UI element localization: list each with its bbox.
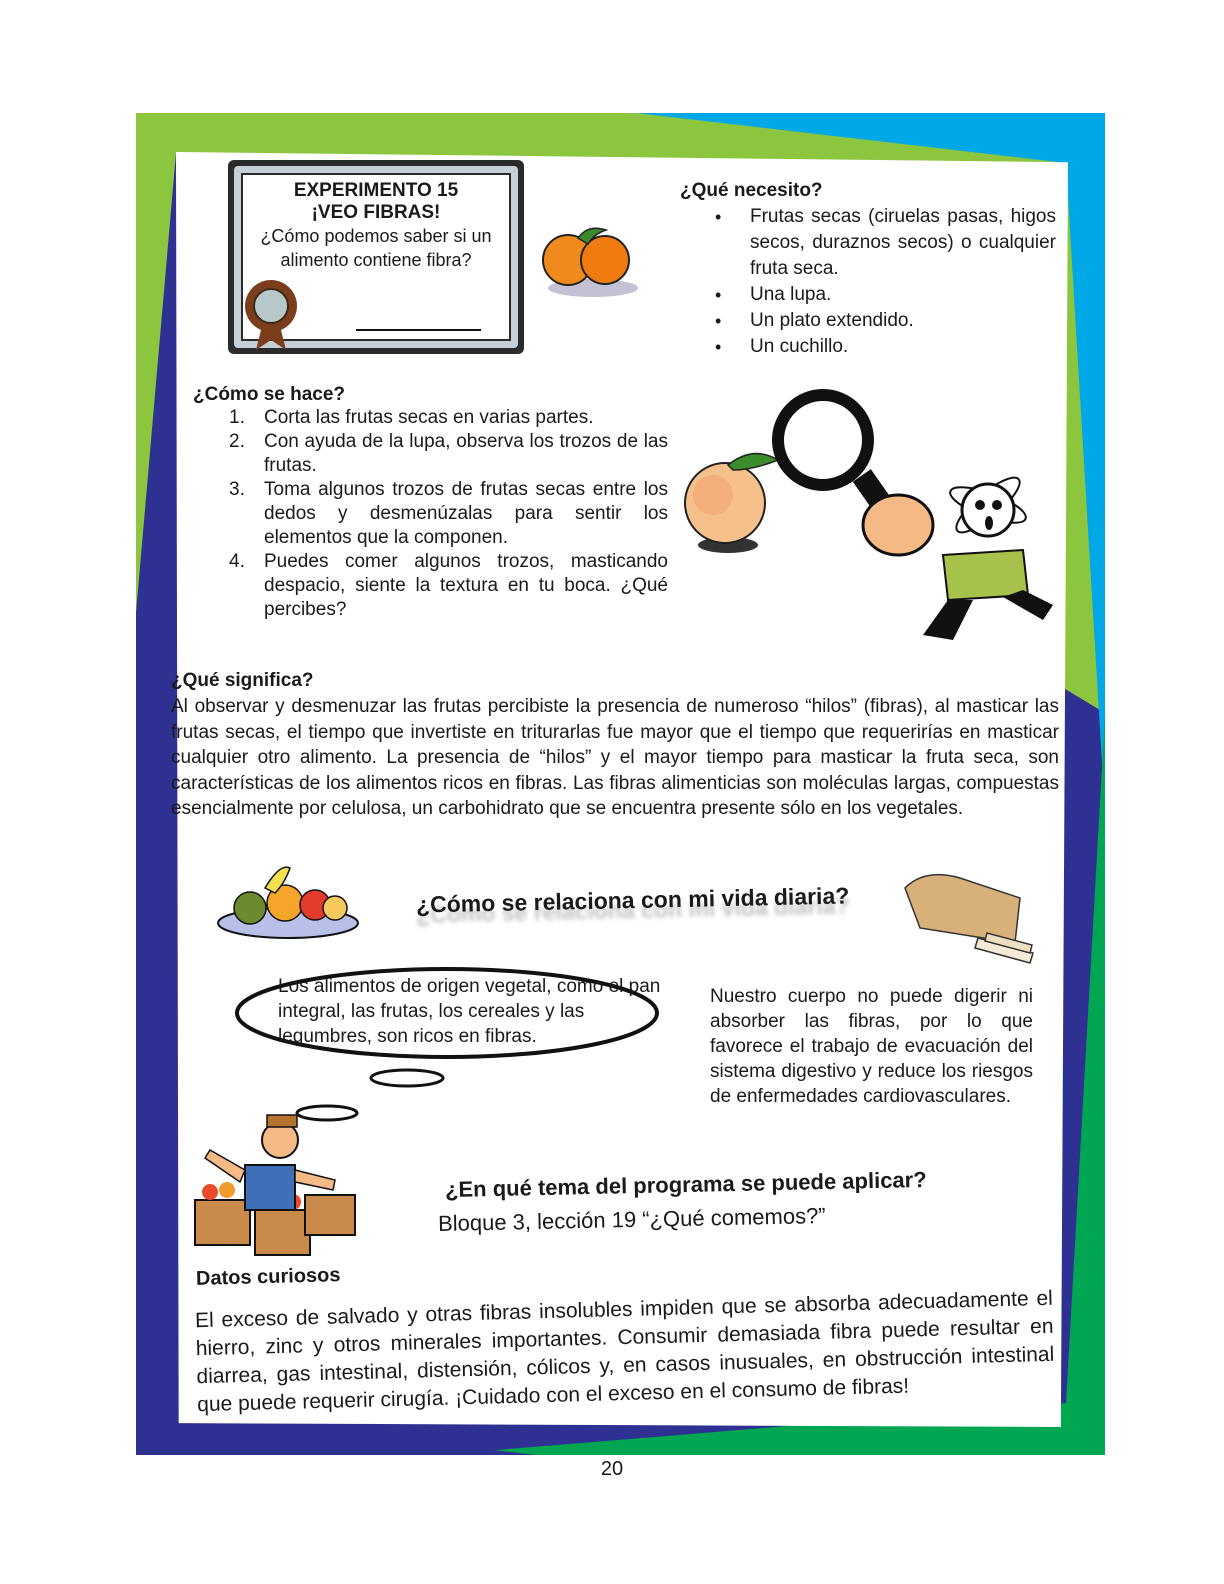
step-text: Puedes comer algunos trozos, masticando despacio, siente la textura en tu boca. ¿Qué percibes?	[264, 551, 668, 620]
list-item	[229, 478, 668, 550]
bubble-text: Los alimentos de origen vegetal, como el pan integral, las frutas, los cereales y las legumbres, son ricos en fibras.	[278, 976, 661, 1047]
step-text: Con ayuda de la lupa, observa los trozos de las frutas.	[264, 431, 668, 476]
meaning-heading: ¿Qué significa?	[171, 670, 314, 691]
curious-paragraph: El exceso de salvado y otras fibras insolubles impiden que se absorba adecuadamente el hierro, zinc y otros minerales importantes. Consumir demasiada fibra puede resultar en diarrea, gas intestinal, distensión, cólicos y, en casos inusuales, en obstrucción intestinal que puede requerir cirugía. ¡Cuidado con el exceso en el consumo de fibras!	[194, 1286, 1055, 1417]
list-item	[229, 550, 668, 622]
step-number: 3.	[229, 479, 245, 500]
fruit-plate-icon	[210, 863, 365, 943]
program-text: Bloque 3, lección 19 “¿Qué comemos?”	[437, 1202, 826, 1237]
daily-life-heading: ¿Cómo se relaciona con mi vida diaria?	[415, 882, 850, 918]
step-text: Corta las frutas secas en varias partes.	[264, 407, 594, 428]
curious-heading: Datos curiosos	[195, 1264, 341, 1290]
step-number: 1.	[229, 407, 245, 428]
fruit-vendor-icon	[185, 1110, 365, 1260]
step-number: 4.	[229, 551, 245, 572]
list-item	[229, 406, 668, 430]
list-item: • Un plato extendido.	[715, 308, 1056, 334]
procedure-heading: ¿Cómo se hace?	[193, 384, 346, 405]
procedure-section	[193, 384, 668, 622]
digestion-text: Nuestro cuerpo no puede digerir ni absorber las fibras, por lo que favorece el trabajo de evacuación del sistema digestivo y reduce los riesgos de enfermedades cardiovasculares.	[710, 986, 1033, 1107]
dried-apricots-icon	[533, 220, 643, 302]
list-item	[229, 430, 668, 478]
experiment-question: ¿Cómo podemos saber si un alimento contiene fibra?	[260, 226, 492, 270]
meaning-section	[171, 670, 1059, 822]
list-item: • Un cuchillo.	[715, 334, 1056, 360]
experiment-subtitle: ¡VEO FIBRAS!	[311, 202, 441, 223]
list-item: • Frutas secas (ciruelas pasas, higos secos, duraznos secos) o cualquier fruta seca.	[715, 204, 1056, 282]
step-text: Toma algunos trozos de frutas secas entre los dedos y desmenúzalas para sentir los elementos que la componen.	[264, 479, 668, 548]
materials-heading: ¿Qué necesito?	[680, 180, 823, 201]
page-number: 20	[600, 1458, 624, 1480]
program-heading: ¿En qué tema del programa se puede aplicar?	[444, 1166, 927, 1203]
experiment-certificate	[226, 158, 526, 356]
magnifier-character-icon	[683, 385, 1063, 640]
materials-section	[680, 180, 1056, 360]
experiment-title: EXPERIMENTO 15	[293, 180, 459, 201]
step-number: 2.	[229, 431, 245, 452]
bread-loaf-icon	[890, 863, 1040, 968]
list-item: • Una lupa.	[715, 282, 1056, 308]
meaning-paragraph: Al observar y desmenuzar las frutas percibiste la presencia de numeroso “hilos” (fibras), al masticar las frutas secas, el tiempo que invertiste en triturarlas fue mayor que el tiempo que requerirías en masticar cualquier otro alimento. La presencia de “hilos” y el mayor tiempo para masticar la fruta seca, son características de los alimentos ricos en fibras. Las fibras alimenticias son moléculas largas, compuestas esencialmente por celulosa, un carbohidrato que se encuentra presente sólo en los vegetales.	[171, 696, 1059, 819]
